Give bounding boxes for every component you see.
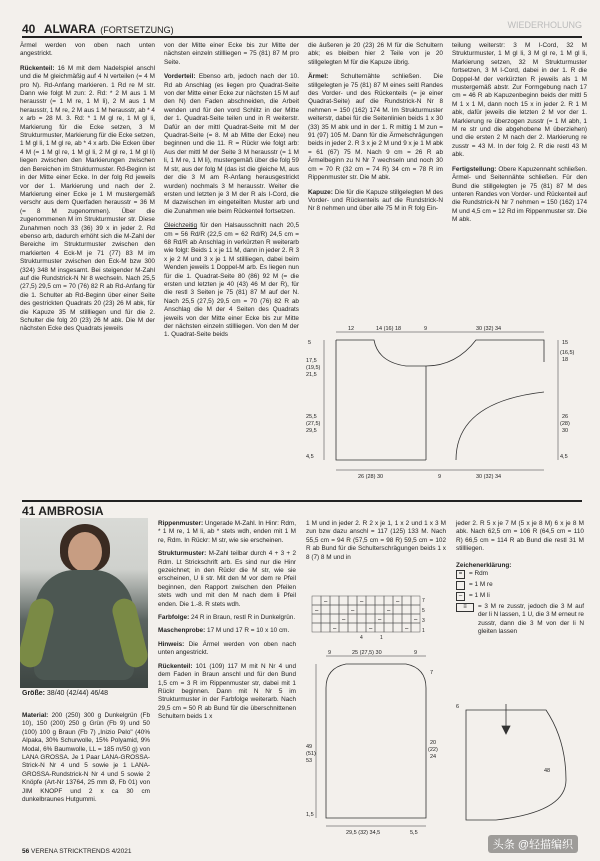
pattern-name-41: AMBROSIA xyxy=(38,504,104,518)
chart-cell xyxy=(312,614,321,623)
s1-left-0: 5 xyxy=(308,340,312,346)
chart-cell xyxy=(375,623,384,632)
section-header-41 xyxy=(22,500,582,518)
label-rueckenteil: Rückenteil: xyxy=(20,64,55,72)
label-groesse: Größe: xyxy=(22,690,45,697)
chart-cell xyxy=(366,614,375,623)
hinweis-text: Die Ärmel werden von oben nach unten angestrickt. xyxy=(158,640,296,657)
chart-purl-mark: – xyxy=(414,617,418,623)
s1-left-6: 29,5 xyxy=(306,428,317,434)
s2-bottom-0: 29,5 (32) 34,5 xyxy=(346,830,381,836)
chart-purl-mark: – xyxy=(324,599,328,605)
chart-cell xyxy=(411,596,420,605)
s1-left-2: (19,5) xyxy=(306,365,321,371)
chart-cell xyxy=(330,605,339,614)
chart-legend xyxy=(456,562,584,637)
chart-cell xyxy=(339,605,348,614)
chart-purl-mark: – xyxy=(360,599,364,605)
section-header-40 xyxy=(22,20,582,38)
ambrosia-body-schematic xyxy=(306,648,446,838)
schematic1-sleeve xyxy=(456,392,544,460)
page-footer xyxy=(22,848,131,855)
chart-purl-mark: – xyxy=(378,617,382,623)
s1-bottom-2: 30 (32) 34 xyxy=(476,474,502,480)
legend-text-rdm: = Rdm xyxy=(469,570,489,578)
legend-symbol-li: – xyxy=(456,592,465,601)
column-ambrosia-2 xyxy=(306,520,446,562)
magazine-name: VERENA STRICKTRENDS 4/2021 xyxy=(31,848,132,855)
chart-cell xyxy=(384,596,393,605)
label-farbfolge: Farbfolge: xyxy=(158,614,190,622)
kapuze-text: Die für die Kapuze stillgelegten M des Vorder- und Rückenteils auf die Rundstrick-N Nr 8 nehmen und über alle 75 M in R folg Ein- xyxy=(308,188,444,213)
chart-cell xyxy=(321,623,330,632)
chart-cell xyxy=(312,623,321,632)
label-kapuze: Kapuze: xyxy=(308,188,333,196)
label-rueckenteil-41: Rückenteil: xyxy=(158,662,193,670)
chart-cell xyxy=(348,614,357,623)
schematic2-outline xyxy=(326,664,426,818)
schematic1-neckline xyxy=(336,340,426,366)
chart-cell xyxy=(366,596,375,605)
header-right-mark: WIEDERHOLUNG xyxy=(507,20,582,30)
chart-purl-mark: – xyxy=(405,626,409,632)
chart-row-1: 1 xyxy=(422,628,425,634)
s1-top-1: 14 (16) 18 xyxy=(376,326,402,332)
chart-purl-mark: – xyxy=(369,626,373,632)
fertigstellung-text: Obere Kapuzennaht schließen. Ärmel- und Seitennähte schließen. Für den Bund die stillgelegten je 75 (81) 87 M des unteren Randes von Vorder- und Rückenteil auf die Rundstrick-N Nr 7 nehmen = 150 (162) 174 M und 4,5 cm = 12 Rd im Rippenmuster str. Die M abk. xyxy=(452,165,587,224)
label-zeichenerklaerung: Zeichenerklärung: xyxy=(456,561,512,569)
material-block xyxy=(22,712,150,804)
chart-cell xyxy=(357,623,366,632)
schematic3-arrowhead xyxy=(502,726,510,734)
s1-bottom-1: 9 xyxy=(438,474,442,480)
chart-cell xyxy=(375,605,384,614)
s1-right-2: 18 xyxy=(562,357,569,363)
label-aermel: Ärmel: xyxy=(308,73,329,81)
chart-purl-mark: – xyxy=(315,608,319,614)
chart-purl-mark: – xyxy=(396,599,400,605)
legend-symbol-rdm: = xyxy=(456,570,465,579)
label-hinweis: Hinweis: xyxy=(158,640,185,648)
chart-cell xyxy=(393,623,402,632)
chart-cell xyxy=(402,614,411,623)
s1-top-3: 30 (32) 34 xyxy=(476,326,502,332)
pattern-subtitle: (FORTSETZUNG) xyxy=(100,25,174,35)
legend-text-zusstr: = 3 M re zusstr, jedoch die 3 M auf der li N lassen, 1 U, die 3 M erneut re zusstr, dann die 3 M von der li N gleiten lassen xyxy=(478,603,584,636)
strukturmuster-text: M-Zahl teilbar durch 4 + 3 + 2 Rdm. Lt Strickschrift arb. Es sind nur die Hinr gezeichnet; in den Rückr die M str, wie sie erscheinen, U li str. Mit den M vor dem re Pfeil beginnen, den Rapport zwischen den Pfeilen stets wdh und mit den M nach dem li Pfeil enden. Die 1.-8. R stets wdh. xyxy=(158,550,296,608)
chart-cell xyxy=(321,605,330,614)
chart-cell xyxy=(393,614,402,623)
label-fertigstellung: Fertigstellung: xyxy=(452,165,497,173)
col2-continuation: von der Mitte einer Ecke bis zur Mitte der nächsten einzeln stillliegen = 75 (81) 87 M pro Seite. xyxy=(164,42,299,66)
chart-cell xyxy=(393,605,402,614)
page-number: 56 xyxy=(22,848,30,855)
s1-left-5: (27,5) xyxy=(306,421,321,427)
s1-left-4: 25,5 xyxy=(306,414,317,420)
column-ambrosia-2-text: 1 M und in jeder 2. R 2 x je 1, 1 x 2 und 1 x 3 M zun bzw dazu anschl = 117 (125) 133 M. Nach 55,5 cm = 94 R (57,5 cm = 98 R) 59,5 cm = 102 R ab Bund für die Schulterschrägungen beids 1 x 8 (7) 8 M und in xyxy=(306,520,446,561)
rueckenteil-text: 16 M mit dem Nadelspiel anschl und die M gleichmäßig auf 4 N verteilen (= 4 M pro N). Rd-Anfang markieren. 1 Rd re M str. Dann wie folgt M zun: 2. Rd: * 2 M aus 1 M herausstr (= 1 M re, 1 M li), 2 M aus 1 M herausstr, 1 M re, 2 M aus 1 M herausstr, ab * 4 x arb = 28 M. 3. Rd: * 1 M gl re, 1 M gl li, Markierung für die Ecke setzen, 3 M Strukturmuster, Markierung für die Ecke setzen, 1 M gl li, 1 M gl re, ab * 4 x arb. Die Ecken über 4 M (= 1 M gl re, 1 M gl li, 2 M gl re, 1 M gl li) liegen zwischen den Markierungen zwischen den Bereichen im Strukturmuster. Rd-Beginn ist in der Mitte einer Ecke. In der folg Rd jeweils vor der 1. Markierung und nach der 2. Markierung einer Ecke je 1 M mustergemäß verschr aus dem Querfaden herausstr = 36 M (= 8 M zugenommen). Über die zugenommenen M im Strukturmuster str. Diese Zunahmen noch 33 (36) 39 x in jeder 2. Rd ebenso arb, dadurch erhöht sich die M-Zahl der Bereiche im Strukturmuster zwischen den markierten 4 Eck-M je 71 (77) 83 M im Strukturmuster zwischen den Eck-M bzw 300 (324) 348 M insgesamt. Bei steigender M-Zahl auf die Rundstrick-N Nr 8 wechseln. Nach 25,5 (27,5) 29,5 cm = 70 (76) 82 R ab Rd-Anfang für die 1. Schulter ab Rd-Beginn über einer Seite des gestrickten Quadrats 20 (23) 26 M abk, für die Kapuze 35 M stillliegen und für die 2. Schulter die folg 20 (23) 26 M abk. Die M der nächsten Ecke des Quadrats jeweils xyxy=(20,64,155,333)
s2-right-2: (22) xyxy=(428,747,438,753)
s3-label-0: 6 xyxy=(456,704,460,710)
column-ambrosia-1 xyxy=(158,520,296,722)
legend-symbol-zusstr: ≡ xyxy=(456,603,474,612)
chart-cell xyxy=(375,596,384,605)
chart-purl-mark: – xyxy=(333,626,337,632)
s2-left-0: 49 xyxy=(306,744,313,750)
chart-purl-mark: – xyxy=(351,608,355,614)
aermel-text: Schulternähte schließen. Die stillgelegten je 75 (81) 87 M eines seitl Randes des Vorder- und des Rückenteils (= je einer Quadrat-Seite) auf die Rundstrick-N Nr 8 nehmen = 150 (162) 174 M. Im Strukturmuster weiterstr, dabei für die Seitenlinien beids 1 x 30 (33) 35 M abk und in der 1. R mittig 1 M zun = 91 (97) 105 M. Dann für die Ärmelschrägungen beids in jeder 2. R 3 x je 2 M und 9 x je 1 M abk = 61 (67) 75 M. Nach 9 cm = 26 R ab Ärmelbeginn zu N Nr 7 wechseln und noch 30 cm = 70 R (32 cm = 74 R) 34 cm = 78 R im Rippenmuster str. Die M abk. xyxy=(308,73,443,182)
s1-left-3: 21,5 xyxy=(306,372,317,378)
chart-cell xyxy=(384,614,393,623)
chart-cell xyxy=(330,596,339,605)
s1-right-0: 15 xyxy=(562,340,569,346)
label-rippenmuster: Rippenmuster: xyxy=(158,520,204,527)
chart-grid xyxy=(312,596,420,632)
s1-left-7: 4,5 xyxy=(306,454,314,460)
pattern-number: 40 xyxy=(22,22,36,36)
pattern-name: ALWARA xyxy=(43,22,96,36)
alwara-schematic xyxy=(306,322,576,482)
schematic1-outline-left xyxy=(336,340,426,460)
column-ambrosia-3-text: jeder 2. R 5 x je 7 M (5 x je 8 M) 6 x je 8 M abk. Nach 62,5 cm = 106 R (64,5 cm = 110 R) 66,5 cm = 114 R ab Bund die restl 31 M stillliegen. xyxy=(456,520,584,553)
col4-continuation: teilung weiterstr: 3 M I-Cord, 32 M Strukturmuster, 1 M gl li, 3 M gl re, 1 M gl li, Markierung setzen, 32 M Strukturmuster fortsetzen, 3 M I-Cord, dabei in der 1. R die Doppel-M der verkürzten R jeweils als 1 M mustergemäß abstr. Zur Formgebung nach 17 cm = 46 R ab Kapuzenbeginn beids der mittl 5 M 1 x 1 M, dann noch 15 x in jeder 2. R 1 M abk, dafür jeweils die letzten 2 M vor der 1. Markierung re überzogen zusstr (= 1 M abh, 1 M re str und die abgehobene M überziehen) und die ersten 2 M nach der 2. Markierung re zusstr = 43 M. In der folg 2. R die restl 43 M abk. xyxy=(452,42,587,159)
knitting-chart xyxy=(310,592,430,640)
chart-cell xyxy=(402,605,411,614)
chart-cell xyxy=(384,623,393,632)
pattern-number-41: 41 xyxy=(22,504,36,518)
chart-purl-mark: – xyxy=(387,608,391,614)
schematic3-outline xyxy=(466,710,566,820)
size-values: 38/40 (42/44) 46/48 xyxy=(46,690,109,697)
vorderteil-text: Ebenso arb, jedoch nach der 10. Rd ab Anschlag (es liegen pro Quadrat-Seite von der Mitte einer Ecke zur nächsten 15 M auf den N) den Faden abschneiden, die Arbeit wenden und für den vord Schlitz in der Mitte der 1. Quadrat-Seite teilen und in R weiterstr. Dafür an der mittl Quadrat-Seite mit M der Quadrat-Seite (= 8. M ab Mitte der Ecke) neu beginnen und die 11. R = Rückr wie folgt arb: Aus der mittl M der Seite 3 M herausstr (= 1 M li, 1 M re, 1 M li), mustergemäß über die folg 59 M str, aus der folg M (das ist die gleiche M, aus der die 3 M am R-Anfang herausgestrickt wurden) nochmals 3 M herausstr. Weiter die ersten und letzten je 3 M der R als I-Cord, die M dazwischen im eingeteilten Muster arb und die Zunahmen wie beim Rückenteil fortsetzen. xyxy=(164,73,300,215)
chart-cell xyxy=(366,605,375,614)
watermark: 头条 @轻描编织 xyxy=(488,835,578,853)
s1-bottom-0: 26 (28) 30 xyxy=(358,474,384,480)
s1-top-0: 12 xyxy=(348,326,355,332)
legend-row-li xyxy=(456,592,584,601)
s2-left-3: 1,5 xyxy=(306,812,314,818)
material-text: 200 (250) 300 g Dunkelgrün (Fb 10), 150 (200) 250 g Grün (Fb 9) und 50 (100) 100 g Braun (Fb 7) „Inizio Pelo" (40% Alpaka, 30% Schurwolle, 15% Polyamid, 9% Modal, 6% Baumwolle, LL = 185 m/50 g) von LANA GROSSA. Je 1 Paar LANA-GROSSA-Strick-N Nr 4 und 5 sowie je 1 LANA-GROSSA-Rundstrick-N Nr 4 und 5 sowie 2 Knöpfe (Art-Nr 13764, 25 mm Ø, Fb 01) von JIM KNOPF und 2 x ca 30 cm dunkelbraunes Hutgummi. xyxy=(22,712,150,804)
chart-row-7: 7 xyxy=(422,598,425,604)
rippenmuster-text: Ungerade M-Zahl. In Hinr: Rdm, * 1 M re, 1 M li, ab * stets wdh, enden mit 1 M re, Rdm. In Rückr: M str, wie sie erscheinen. xyxy=(158,520,297,544)
photo-face xyxy=(68,532,102,572)
s2-right-0: 7 xyxy=(430,670,434,676)
s1-right-5: 30 xyxy=(562,428,569,434)
chart-cell xyxy=(411,623,420,632)
column-ambrosia-3 xyxy=(456,520,584,639)
legend-symbol-re xyxy=(456,581,465,590)
s1-left-1: 17,5 xyxy=(306,358,317,364)
column-1 xyxy=(20,42,155,340)
ambrosia-sleeve-schematic xyxy=(456,700,582,830)
s2-top-1: 25 (27,5) 30 xyxy=(352,650,382,656)
chart-cell xyxy=(312,596,321,605)
farbfolge-text: 24 R in Braun, restl R in Dunkelgrün. xyxy=(191,614,296,622)
s1-right-3: 26 xyxy=(562,414,569,420)
s2-right-3: 24 xyxy=(430,754,437,760)
label-vorderteil: Vorderteil: xyxy=(164,73,196,81)
chart-row-5: 5 xyxy=(422,608,425,614)
chart-cell xyxy=(411,605,420,614)
chart-cell xyxy=(330,614,339,623)
chart-col-1: 1 xyxy=(380,635,383,640)
s1-right-6: 4,5 xyxy=(560,454,568,460)
intro-text: Ärmel werden von oben nach unten angestrickt. xyxy=(20,42,155,58)
column-4 xyxy=(452,42,587,231)
s2-left-2: 53 xyxy=(306,758,313,764)
label-strukturmuster: Strukturmuster: xyxy=(158,550,207,558)
chart-cell xyxy=(357,605,366,614)
s2-top-0: 9 xyxy=(328,650,332,656)
label-gleichzeitig: Gleichzeitig xyxy=(164,222,198,230)
chart-col-4: 4 xyxy=(360,635,363,640)
col3-continuation: die äußeren je 20 (23) 26 M für die Schultern abk; es bleiben hier 2 Teile von je 20 stillgelegten M für die Kapuze übrig. xyxy=(308,42,443,66)
rueckenteil-41-text: 101 (109) 117 M mit N Nr 4 und dem Faden in Braun anschl und für den Bund 1,5 cm = 3 R im Rippenmuster str, dabei mit 1 Rückr beginnen. Dann mit N Nr 5 im Strukturmuster in der Farbfolge weiterarb. Nach 29,5 cm = 50 R ab Bund für die überschnittenen Schultern beids 1 x xyxy=(158,662,296,721)
column-2 xyxy=(164,42,299,346)
chart-purl-mark: – xyxy=(342,617,346,623)
chart-cell xyxy=(402,596,411,605)
s2-right-1: 20 xyxy=(430,740,437,746)
chart-cell xyxy=(339,623,348,632)
size-line xyxy=(22,690,108,697)
s1-top-2: 9 xyxy=(424,326,428,332)
s3-label-1: 48 xyxy=(544,768,551,774)
chart-cell xyxy=(348,596,357,605)
chart-cell xyxy=(357,614,366,623)
chart-cell xyxy=(321,614,330,623)
s2-left-1: (51) xyxy=(306,751,316,757)
chart-cell xyxy=(339,596,348,605)
chart-row-3: 3 xyxy=(422,618,425,624)
column-3 xyxy=(308,42,443,220)
s1-right-4: (28) xyxy=(560,421,570,427)
s2-bottom-1: 5,5 xyxy=(410,830,418,836)
label-maschenprobe: Maschenprobe: xyxy=(158,627,206,635)
maschenprobe-text: 17 M und 17 R = 10 x 10 cm. xyxy=(207,627,290,635)
chart-cell xyxy=(348,623,357,632)
s1-right-1: (16,5) xyxy=(560,350,575,356)
s2-top-2: 9 xyxy=(414,650,418,656)
legend-row-zusstr xyxy=(456,603,584,637)
legend-row-re xyxy=(456,581,584,590)
label-material: Material: xyxy=(22,712,49,719)
gleichzeitig-text: für den Halsausschnitt nach 20,5 cm = 56 Rd/R (22,5 cm = 62 Rd/R) 24,5 cm = 68 Rd/R ab Anschlag in verkürzten R weiterarb wie folgt: Beids 1 x je 11 M, dann in jeder 2. R 3 x je 2 M und 3 x je 1 M stillliegen, dabei beim Wenden jeweils 1 Doppel-M arb. Es liegen nun für die 1. Quadrat-Seite 80 (86) 92 M (= die ersten und letzten je 40 (43) 46 M der R), für die restl 3 Seiten je 75 (81) 87 M auf der N. Nach 25,5 (27,5) 29,5 cm = 70 (76) 82 R ab Anschlag die M der 4 Seiten des Quadrats jeweils von der Mitte einer Ecke bis zur Mitte der nächsten einzeln stillliegen. Von den M der 1. Quadrat-Seite beids xyxy=(164,222,300,339)
legend-row-rdm xyxy=(456,570,584,579)
schematic1-shoulder xyxy=(426,340,544,366)
legend-text-re: = 1 M re xyxy=(469,581,493,589)
legend-text-li: = 1 M li xyxy=(469,592,490,600)
model-photo xyxy=(20,518,148,688)
